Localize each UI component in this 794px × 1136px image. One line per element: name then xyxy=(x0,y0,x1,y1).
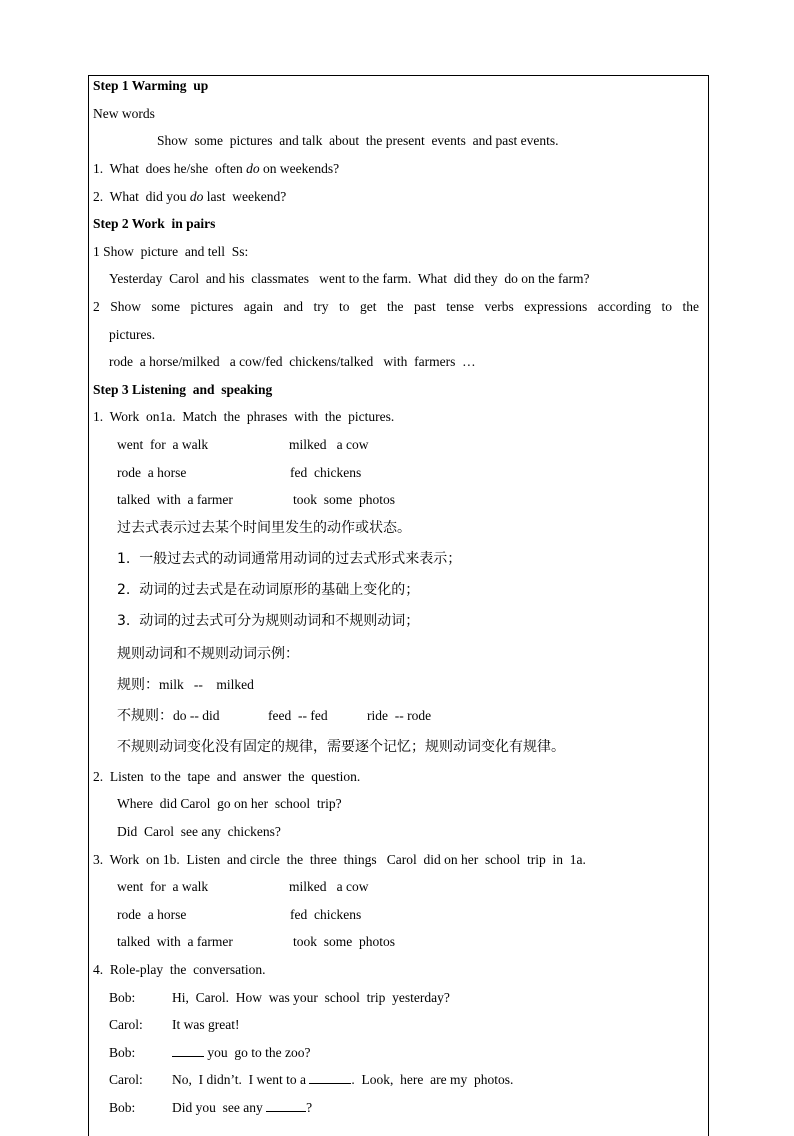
step3-item-3: 3. Work on 1b. Listen and circle the three things Carol did on her school trip in 1a. xyxy=(93,852,586,867)
step3-item-4: 4. Role-play the conversation. xyxy=(93,962,266,977)
regular-example-row xyxy=(117,676,254,694)
phrase-left: talked with a farmer xyxy=(117,934,233,949)
step3-item-2: 2. Listen to the tape and answer the question. xyxy=(93,769,361,784)
q1-text-b: on weekends? xyxy=(259,161,340,176)
irregular-label: 不规则： xyxy=(117,708,173,724)
dialogue-text: No, I didn’t. I went to a xyxy=(172,1072,310,1087)
step2-examples: rode a horse/milked a cow/fed chickens/talked with farmers … xyxy=(109,354,476,369)
grammar-note: 不规则动词变化没有固定的规律，需要逐个记忆；规则动词变化有规律。 xyxy=(117,739,565,755)
fill-in-blank[interactable] xyxy=(172,1044,204,1057)
dialogue-line xyxy=(172,1044,310,1062)
new-words-label: New words xyxy=(93,106,155,121)
step1-intro: Show some pictures and talk about the present events and past events. xyxy=(157,133,559,148)
irregular-example: feed -- fed xyxy=(268,708,328,723)
dialogue-speaker: Carol: xyxy=(109,1017,143,1032)
grammar-line: 3. 动词的过去式可分为规则动词和不规则动词； xyxy=(117,613,420,629)
dialogue-speaker: Bob: xyxy=(109,1100,136,1115)
grammar-line: 过去式表示过去某个时间里发生的动作或状态。 xyxy=(117,520,411,536)
step2-heading: Step 2 Work in pairs xyxy=(93,216,216,231)
step3-item-2-question: Where did Carol go on her school trip? xyxy=(117,796,342,811)
grammar-line: 2. 动词的过去式是在动词原形的基础上变化的； xyxy=(117,582,420,598)
irregular-example-row xyxy=(117,707,220,725)
dialogue-speaker: Bob: xyxy=(109,1045,136,1060)
dialogue-line xyxy=(172,1099,312,1117)
grammar-line: 1. 一般过去式的动词通常用动词的过去式形式来表示； xyxy=(117,551,462,567)
dialogue-text: ? xyxy=(306,1100,313,1115)
step2-item-2: 2 Show some pictures again and try to get the past tense verbs expressions according to the xyxy=(93,299,699,314)
step3-item-2-question: Did Carol see any chickens? xyxy=(117,824,281,839)
dialogue-line: Hi, Carol. How was your school trip yesterday? xyxy=(172,990,450,1005)
q2-do: do xyxy=(189,189,204,204)
q1-text-a: 1. What does he/she often xyxy=(93,161,247,176)
step1-heading: Step 1 Warming up xyxy=(93,78,209,93)
step1-question-1 xyxy=(93,160,339,178)
dialogue-line: It was great! xyxy=(172,1017,240,1032)
phrase-right: took some photos xyxy=(293,492,396,507)
dialogue-text: . Look, here are my photos. xyxy=(351,1072,514,1087)
phrase-right: fed chickens xyxy=(290,465,362,480)
regular-label: 规则： xyxy=(117,677,159,693)
phrase-right: milked a cow xyxy=(289,437,369,452)
dialogue-text: Did you see any xyxy=(172,1100,267,1115)
dialogue-speaker: Bob: xyxy=(109,990,136,1005)
phrase-left: talked with a farmer xyxy=(117,492,233,507)
phrase-left: rode a horse xyxy=(117,907,187,922)
phrase-left: rode a horse xyxy=(117,465,187,480)
grammar-line: 规则动词和不规则动词示例： xyxy=(117,646,299,662)
step2-item-2-continued: pictures. xyxy=(109,327,156,342)
q1-do: do xyxy=(246,161,260,176)
fill-in-blank[interactable] xyxy=(309,1071,351,1084)
phrase-left: went for a walk xyxy=(117,879,209,894)
phrase-right: fed chickens xyxy=(290,907,362,922)
regular-example: milk -- milked xyxy=(159,677,254,692)
phrase-right: took some photos xyxy=(293,934,396,949)
dialogue-speaker: Carol: xyxy=(109,1072,143,1087)
irregular-example: do -- did xyxy=(173,708,220,723)
phrase-right: milked a cow xyxy=(289,879,369,894)
step2-item-1-text: Yesterday Carol and his classmates went to the farm. What did they do on the farm? xyxy=(109,271,590,286)
dialogue-line xyxy=(172,1071,513,1089)
step3-heading: Step 3 Listening and speaking xyxy=(93,382,273,397)
q2-text-b: last weekend? xyxy=(203,189,287,204)
phrase-left: went for a walk xyxy=(117,437,209,452)
step2-item-1: 1 Show picture and tell Ss: xyxy=(93,244,249,259)
dialogue-text: you go to the zoo? xyxy=(204,1045,311,1060)
irregular-example: ride -- rode xyxy=(367,708,432,723)
fill-in-blank[interactable] xyxy=(266,1099,306,1112)
q2-text-a: 2. What did you xyxy=(93,189,190,204)
step1-question-2 xyxy=(93,188,286,206)
step3-item-1: 1. Work on1a. Match the phrases with the pictures. xyxy=(93,409,395,424)
